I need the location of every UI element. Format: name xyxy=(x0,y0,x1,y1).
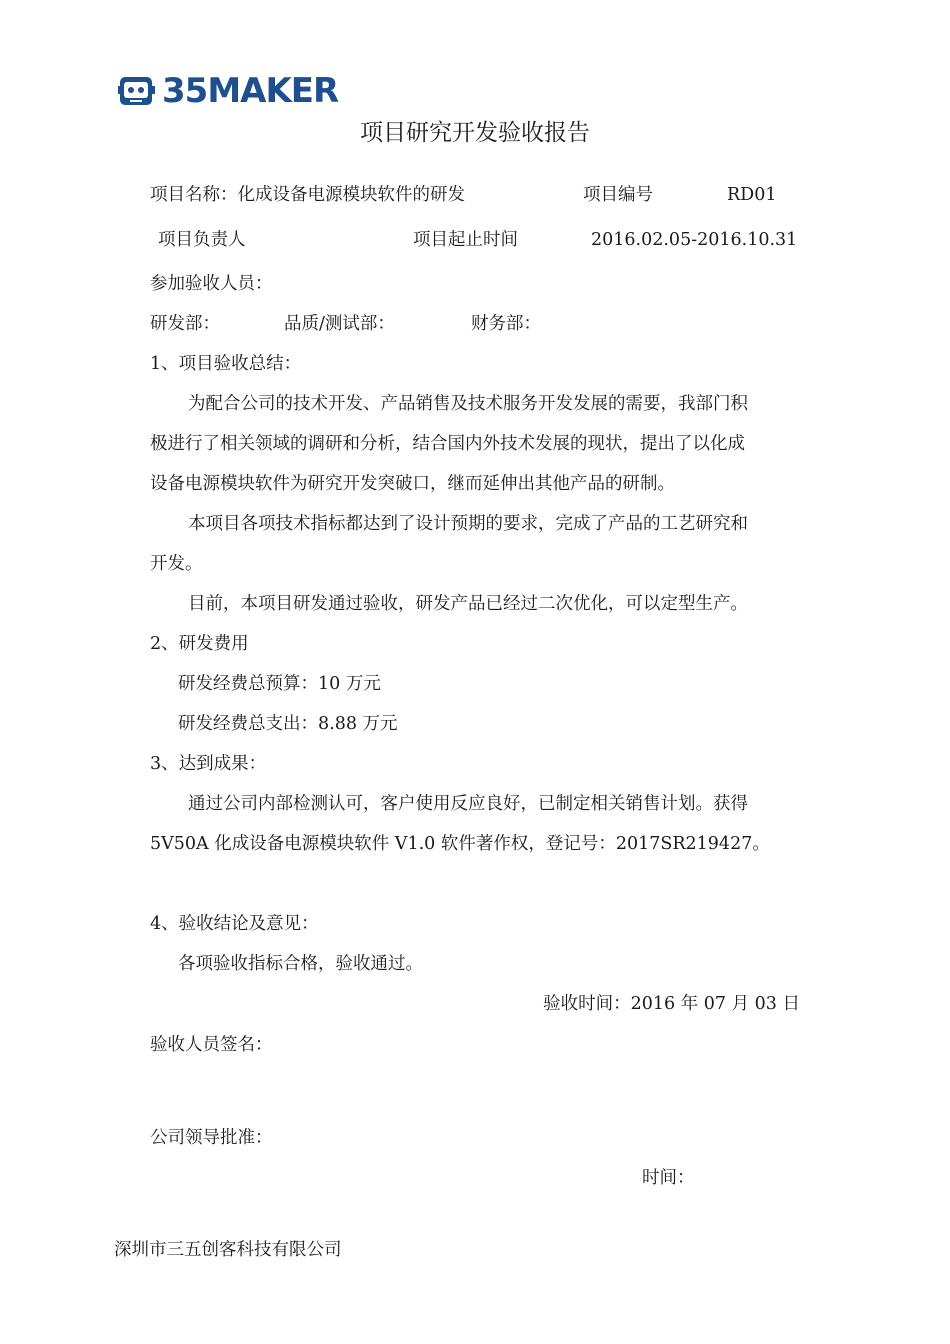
rd-budget: 研发经费总预算：10 万元 xyxy=(178,674,381,694)
project-period-label: 项目起止时间 xyxy=(413,230,518,250)
section-2-heading: 2、研发费用 xyxy=(150,634,249,654)
inspector-signature-label: 验收人员签名： xyxy=(150,1035,273,1055)
section-1-paragraph-2-line-1: 本项目各项技术指标都达到了设计预期的要求，完成了产品的工艺研究和 xyxy=(188,514,748,534)
logo-text: 35MAKER xyxy=(162,71,339,111)
section-1-paragraph-2-line-2: 开发。 xyxy=(150,554,203,574)
rd-spent: 研发经费总支出：8.88 万元 xyxy=(178,714,398,734)
participant-rd: 研发部： xyxy=(150,314,220,334)
acceptance-date: 验收时间：2016 年 07 月 03 日 xyxy=(543,994,800,1014)
company-name-footer: 深圳市三五创客科技有限公司 xyxy=(114,1240,342,1260)
section-3-heading: 3、达到成果： xyxy=(150,754,267,774)
section-1-heading: 1、项目验收总结： xyxy=(150,354,302,374)
section-3-line-2: 5V50A 化成设备电源模块软件 V1.0 软件著作权，登记号：2017SR219427。 xyxy=(150,834,770,854)
document-title: 项目研究开发验收报告 xyxy=(360,120,590,146)
participants-label: 参加验收人员： xyxy=(150,274,273,294)
participant-qa: 品质/测试部： xyxy=(284,314,395,334)
section-1-paragraph-1-line-1: 为配合公司的技术开发、产品销售及技术服务开发发展的需要，我部门积 xyxy=(188,394,748,414)
acceptance-conclusion: 各项验收指标合格，验收通过。 xyxy=(178,954,423,974)
project-name: 项目名称：化成设备电源模块软件的研发 xyxy=(150,185,465,205)
participant-finance: 财务部： xyxy=(471,314,541,334)
section-3-line-1: 通过公司内部检测认可，客户使用反应良好，已制定相关销售计划。获得 xyxy=(188,794,748,814)
section-1-paragraph-1-line-2: 极进行了相关领域的调研和分析，结合国内外技术发展的现状，提出了以化成 xyxy=(150,434,745,454)
section-4-heading: 4、验收结论及意见： xyxy=(150,914,319,934)
project-number-label: 项目编号 xyxy=(583,185,653,205)
project-leader-label: 项目负责人 xyxy=(158,230,246,250)
section-1-paragraph-1-line-3: 设备电源模块软件为研究开发突破口，继而延伸出其他产品的研制。 xyxy=(150,474,675,494)
leader-approval-label: 公司领导批准： xyxy=(150,1128,273,1148)
section-1-paragraph-3: 目前，本项目研发通过验收，研发产品已经过二次优化，可以定型生产。 xyxy=(188,594,748,614)
robot-head-icon xyxy=(118,73,156,109)
company-logo xyxy=(118,72,338,110)
approval-time-label: 时间： xyxy=(642,1168,695,1188)
project-number: RD01 xyxy=(727,185,777,205)
project-period: 2016.02.05-2016.10.31 xyxy=(591,230,798,250)
